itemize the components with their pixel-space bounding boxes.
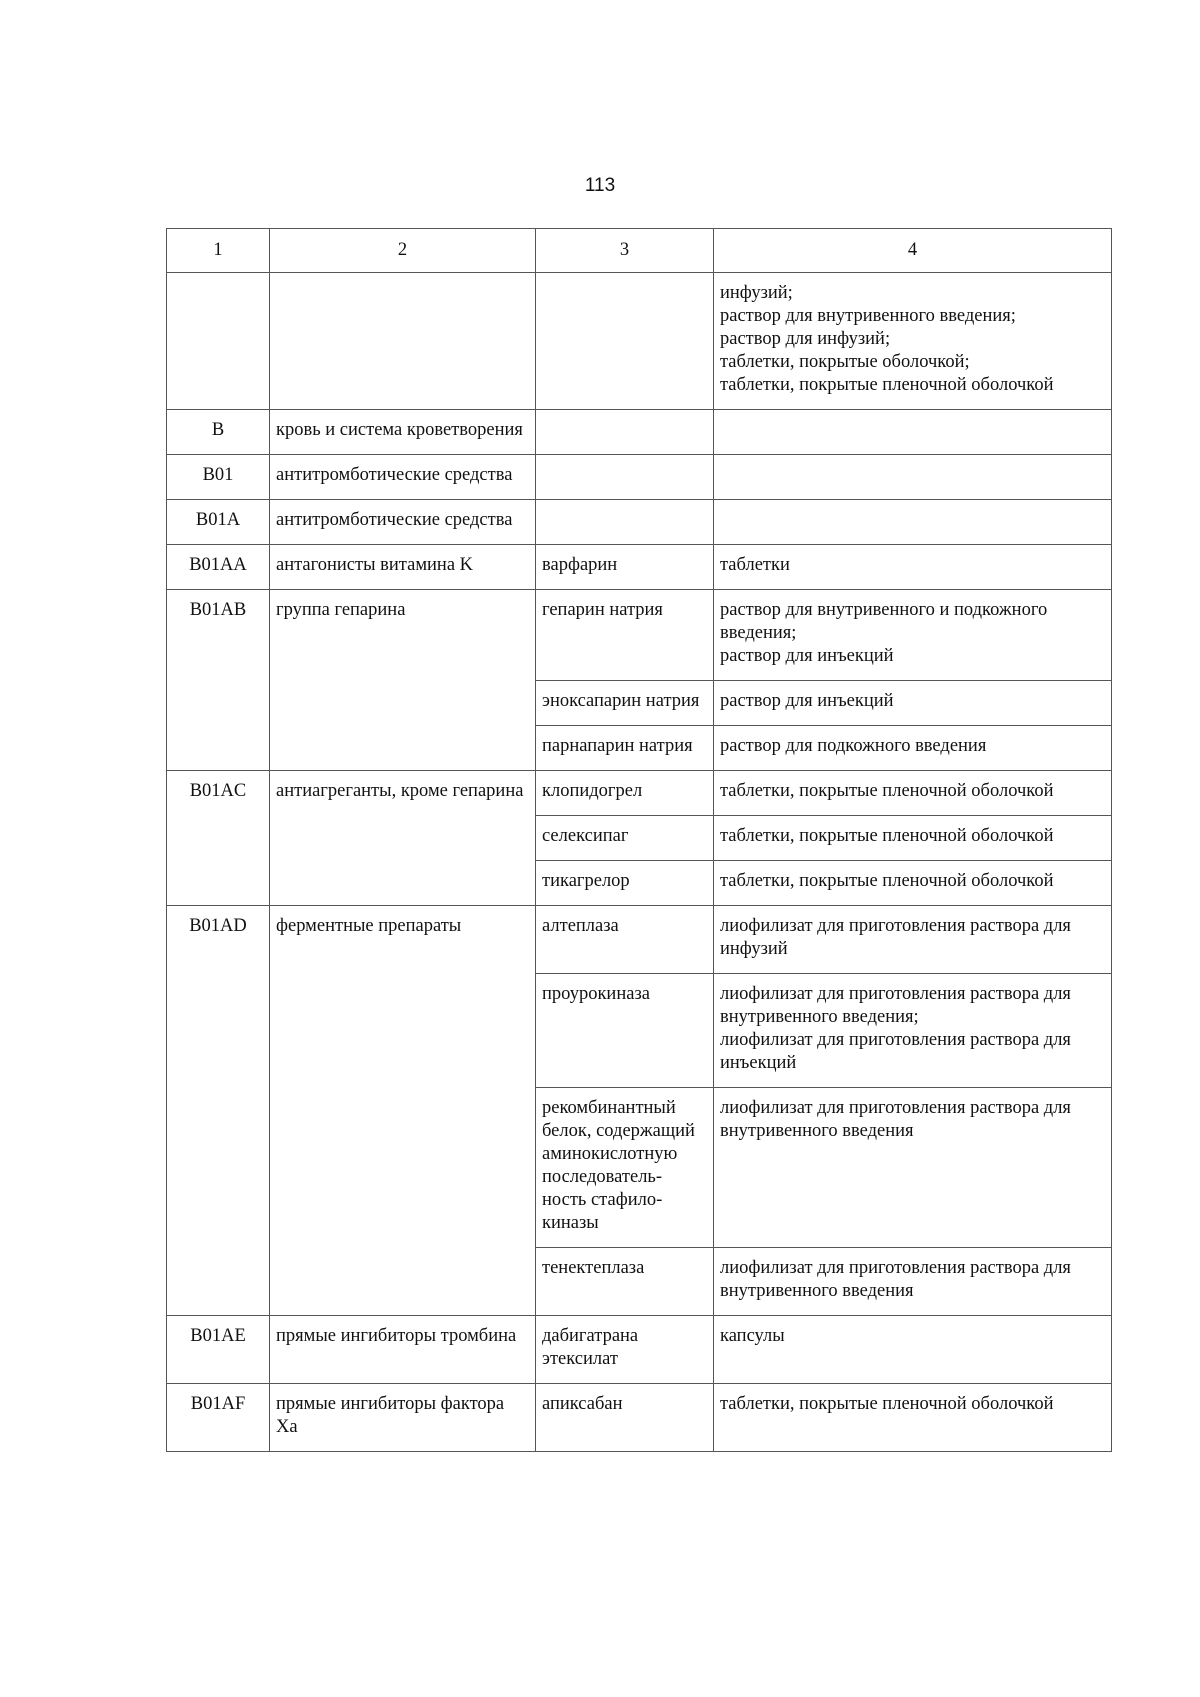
dosage-forms-cell [714,1316,1112,1384]
dosage-form: лиофилизат для приготовления раствора для внутривенного введения [720,1098,1071,1141]
substance-cell [536,410,714,455]
atc-code-cell: B01AA [167,545,270,590]
substance-cell: парнапарин натрия [536,726,714,771]
dosage-forms-cell [714,726,1112,771]
dosage-forms-cell [714,974,1112,1088]
substance-cell: рекомбинантный белок, содержащий аминокислотную последователь- ность стафило- киназы [536,1088,714,1248]
dosage-form: лиофилизат для приготовления раствора для внутривенного введения; [720,984,1071,1027]
group-cell: ферментные препараты [270,906,536,1316]
group-cell: кровь и система кроветворения [270,410,536,455]
dosage-form: таблетки, покрытые пленочной оболочкой [720,871,1054,891]
substance-cell: гепарин натрия [536,590,714,681]
dosage-form: раствор для инъекций [720,646,894,666]
substance-cell: тикагрелор [536,861,714,906]
substance-cell: апиксабан [536,1384,714,1452]
atc-code-cell: B01AB [167,590,270,771]
group-cell: антитромботические средства [270,455,536,500]
column-header-2: 2 [270,229,536,273]
column-header-3: 3 [536,229,714,273]
substance-cell: проурокиназа [536,974,714,1088]
atc-code-cell: B01 [167,455,270,500]
atc-code-cell: B01AE [167,1316,270,1384]
dosage-form: лиофилизат для приготовления раствора для инфузий [720,916,1071,959]
table-header-row [167,229,1112,273]
dosage-forms-cell [714,410,1112,455]
dosage-forms-cell [714,1384,1112,1452]
substance-cell [536,455,714,500]
atc-code-cell: B [167,410,270,455]
dosage-form: раствор для внутривенного и подкожного введения; [720,600,1048,643]
substance-cell: алтеплаза [536,906,714,974]
group-cell: антитромботические средства [270,500,536,545]
dosage-form: таблетки [720,555,790,575]
dosage-forms-cell [714,545,1112,590]
dosage-forms-cell [714,816,1112,861]
group-cell: антиагреганты, кроме гепарина [270,771,536,906]
column-header-1: 1 [167,229,270,273]
substance-cell: селексипаг [536,816,714,861]
column-header-4: 4 [714,229,1112,273]
dosage-form: капсулы [720,1326,785,1346]
group-cell: антагонисты витамина K [270,545,536,590]
dosage-forms-cell [714,500,1112,545]
dosage-form: раствор для инъекций [720,691,894,711]
dosage-form: инфузий; [720,283,793,303]
dosage-form: таблетки, покрытые пленочной оболочкой [720,375,1054,395]
dosage-forms-cell [714,681,1112,726]
dosage-form: лиофилизат для приготовления раствора для инъекций [720,1030,1071,1073]
substance-cell: клопидогрел [536,771,714,816]
table-row [167,500,1112,545]
substance-cell: эноксапарин натрия [536,681,714,726]
group-cell [270,273,536,410]
dosage-form: раствор для внутривенного введения; [720,306,1016,326]
group-cell: прямые ингибиторы фактора Xa [270,1384,536,1452]
dosage-forms-cell [714,861,1112,906]
group-cell: группа гепарина [270,590,536,771]
table-row [167,273,1112,410]
table-row [167,455,1112,500]
table-row [167,590,1112,681]
dosage-forms-cell [714,1248,1112,1316]
table-row [167,906,1112,974]
table-row [167,1316,1112,1384]
dosage-form: раствор для инфузий; [720,329,891,349]
substance-cell: дабигатрана этексилат [536,1316,714,1384]
dosage-forms-cell [714,273,1112,410]
substance-cell: варфарин [536,545,714,590]
atc-code-cell: B01A [167,500,270,545]
table-row [167,1384,1112,1452]
dosage-forms-cell [714,455,1112,500]
table-row [167,771,1112,816]
atc-code-cell: B01AF [167,1384,270,1452]
atc-code-cell: B01AC [167,771,270,906]
page-number: 113 [584,175,616,196]
dosage-form: таблетки, покрытые пленочной оболочкой [720,826,1054,846]
substance-cell [536,500,714,545]
dosage-form: лиофилизат для приготовления раствора для внутривенного введения [720,1258,1071,1301]
atc-code-cell: B01AD [167,906,270,1316]
dosage-form: таблетки, покрытые оболочкой; [720,352,970,372]
dosage-form: раствор для подкожного введения [720,736,987,756]
substance-cell [536,273,714,410]
table-row [167,545,1112,590]
drug-table [166,228,1112,1452]
dosage-form: таблетки, покрытые пленочной оболочкой [720,1394,1054,1414]
atc-code-cell [167,273,270,410]
dosage-forms-cell [714,771,1112,816]
dosage-forms-cell [714,590,1112,681]
dosage-forms-cell [714,906,1112,974]
dosage-forms-cell [714,1088,1112,1248]
substance-cell: тенектеплаза [536,1248,714,1316]
group-cell: прямые ингибиторы тромбина [270,1316,536,1384]
dosage-form: таблетки, покрытые пленочной оболочкой [720,781,1054,801]
table-row [167,410,1112,455]
